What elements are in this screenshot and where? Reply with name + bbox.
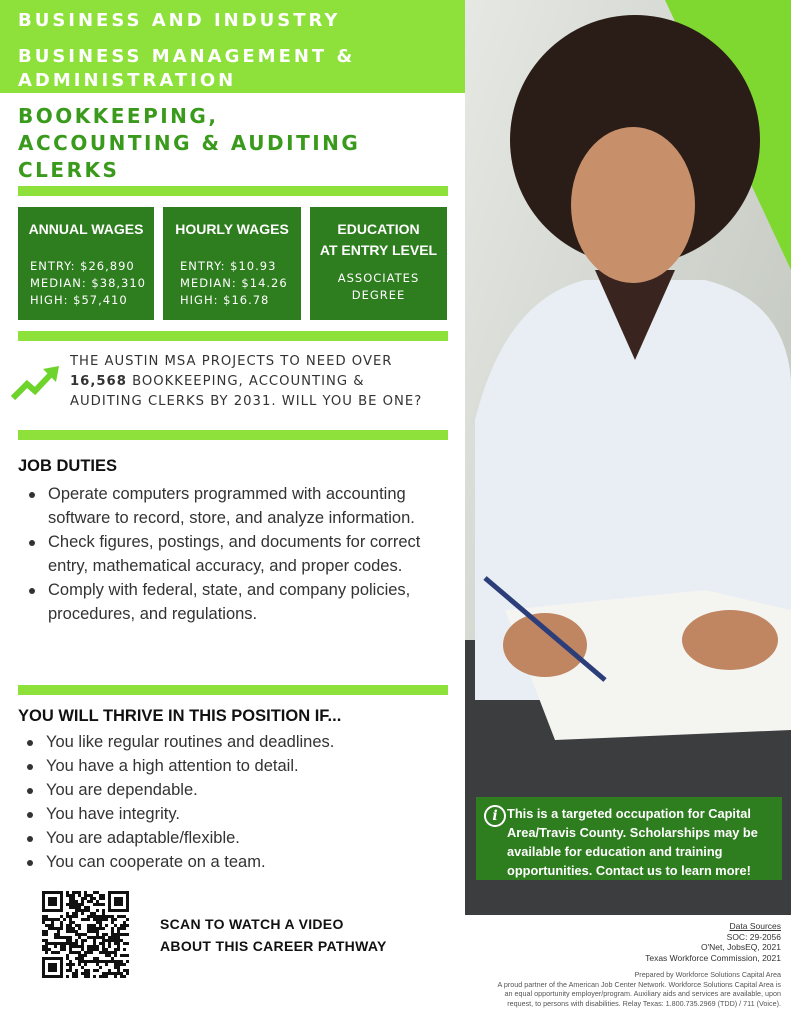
occupation-title-line3: CLERKS	[18, 158, 120, 182]
source-onet: O'Net, JobsEQ, 2021	[700, 942, 781, 952]
data-sources	[645, 921, 781, 963]
hourly-wages-heading: HOURLY WAGES	[175, 221, 289, 237]
divider-bar	[18, 331, 448, 341]
info-icon: i	[484, 805, 506, 827]
callout-text: This is a targeted occupation for Capital Area/Travis County. Scholarships may be available for education and training opportunities. Contact us to learn more!	[507, 806, 758, 878]
cluster-label-line2: ADMINISTRATION	[18, 70, 237, 91]
source-soc: SOC: 29-2056	[726, 931, 781, 942]
list-item: You have a high attention to detail.	[46, 754, 436, 778]
hourly-wages-box	[163, 207, 301, 320]
thrive-heading: YOU WILL THRIVE IN THIS POSITION IF...	[18, 707, 342, 725]
thrive-list	[46, 730, 436, 874]
annual-median: MEDIAN: $38,310	[30, 276, 146, 290]
list-item: Check figures, postings, and documents for correct entry, mathematical accuracy, and proper codes.	[48, 530, 433, 578]
hourly-entry: ENTRY: $10.93	[180, 259, 277, 273]
projection-number: 16,568	[70, 374, 127, 389]
list-item: You have integrity.	[46, 802, 436, 826]
header-banner	[0, 0, 465, 93]
hourly-high: HIGH: $16.78	[180, 293, 270, 307]
list-item: You can cooperate on a team.	[46, 850, 436, 874]
source-twc: Texas Workforce Commission, 2021	[645, 952, 781, 963]
education-value-line1: ASSOCIATES	[337, 271, 420, 285]
list-item: You like regular routines and deadlines.	[46, 730, 436, 754]
cluster-label-line1: BUSINESS MANAGEMENT &	[18, 46, 356, 67]
industry-label: BUSINESS AND INDUSTRY	[18, 10, 341, 31]
targeted-occupation-callout	[476, 797, 782, 880]
annual-entry: ENTRY: $26,890	[30, 259, 135, 273]
qr-code[interactable]	[42, 891, 129, 978]
projection-text: THE AUSTIN MSA PROJECTS TO NEED OVER 16,568 BOOKKEEPING, ACCOUNTING & AUDITING CLERKS BY 2031. WILL YOU BE ONE?	[70, 354, 423, 409]
job-duties-list	[48, 482, 433, 626]
data-sources-heading: Data Sources	[729, 921, 781, 931]
education-value-line2: DEGREE	[351, 288, 406, 302]
hourly-median: MEDIAN: $14.26	[180, 276, 288, 290]
woman-writing-photo	[465, 0, 791, 915]
annual-high: HIGH: $57,410	[30, 293, 128, 307]
trend-up-icon	[10, 364, 62, 402]
occupation-title	[18, 103, 448, 184]
hero-photo	[465, 0, 791, 915]
occupation-title-line1: BOOKKEEPING,	[18, 104, 219, 128]
occupation-title-line2: ACCOUNTING & AUDITING	[18, 131, 361, 155]
list-item: You are adaptable/flexible.	[46, 826, 436, 850]
list-item: You are dependable.	[46, 778, 436, 802]
education-heading: EDUCATION AT ENTRY LEVEL	[319, 221, 438, 258]
list-item: Comply with federal, state, and company policies, procedures, and regulations.	[48, 578, 433, 626]
annual-wages-box	[18, 207, 154, 320]
list-item: Operate computers programmed with accounting software to record, store, and analyze information.	[48, 482, 433, 530]
divider-bar	[18, 430, 448, 440]
job-duties-heading: JOB DUTIES	[18, 457, 118, 475]
annual-wages-heading: ANNUAL WAGES	[28, 221, 144, 237]
divider-bar	[18, 685, 448, 695]
divider-bar	[18, 186, 448, 196]
scan-cta: SCAN TO WATCH A VIDEO ABOUT THIS CAREER PATHWAY	[160, 916, 387, 954]
footer-disclaimer: Prepared by Workforce Solutions Capital Area A proud partner of the American Job Center Network. Workforce Solutions Capital Area is an equal opportunity employer/program. Auxiliary aids and services are available, upon request, to persons with disabilities. Relay Texas: 1.800.735.2969 (TDD) / 711 (Voice).	[497, 970, 781, 1008]
education-box	[310, 207, 447, 320]
